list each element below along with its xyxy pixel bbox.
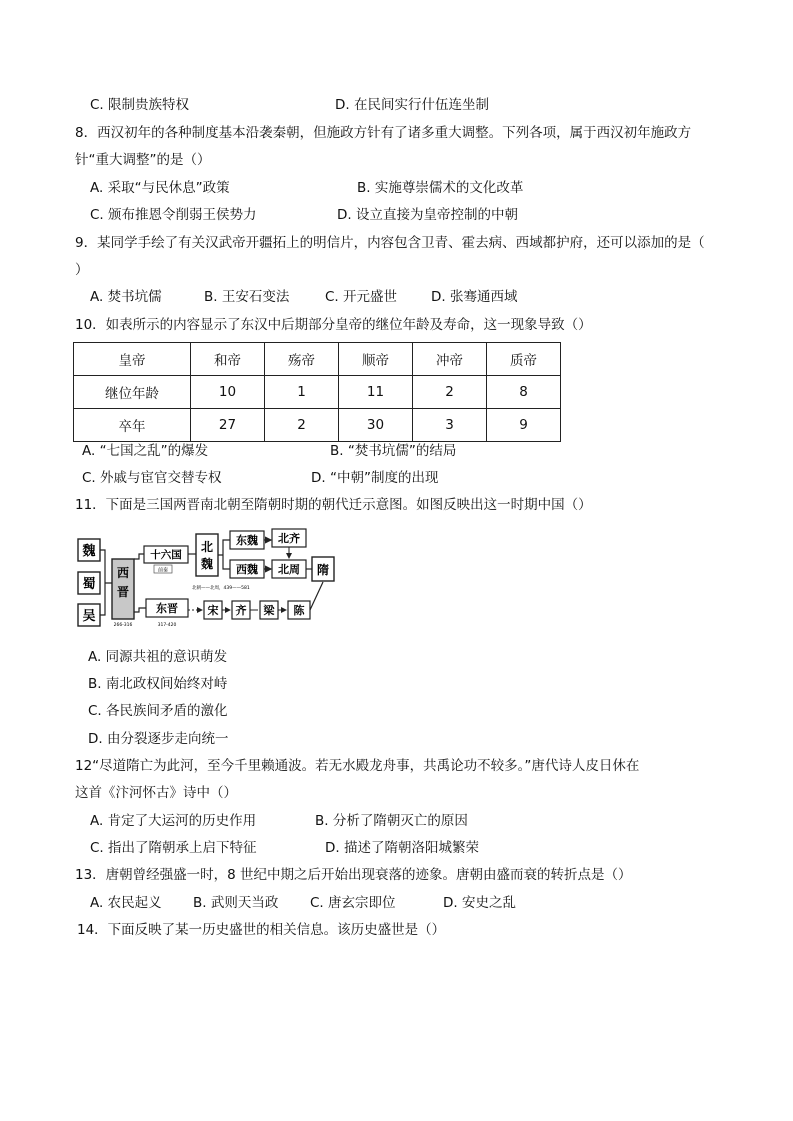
northern-wei-label-2: 魏: [200, 557, 214, 571]
q12-option-b: B. 分析了隋朝灭亡的原因: [315, 813, 468, 829]
q8-option-b: B. 实施尊崇儒术的文化改革: [357, 180, 524, 196]
q13-stem: 13．唐朝曾经强盛一时，8 世纪中期之后开始出现衰落的迹象。唐朝由盛而衰的转折点是（）: [75, 867, 632, 883]
western-jin-years: 266-316: [113, 623, 133, 628]
table-cell: 9: [487, 409, 561, 442]
q9-option-b: B. 王安石变法: [204, 289, 290, 305]
table-cell: 2: [413, 376, 487, 409]
q12-stem-line2: 这首《汴河怀古》诗中（）: [75, 785, 237, 801]
eastern-wei-label: 东魏: [236, 534, 258, 547]
table-cell: 顺帝: [339, 343, 413, 376]
table-cell: 和帝: [191, 343, 265, 376]
q10-stem: 10．如表所示的内容显示了东汉中后期部分皇帝的继位年龄及寿命，这一现象导致（）: [75, 317, 592, 333]
table-cell: 皇帝: [74, 343, 191, 376]
song-label: 宋: [207, 604, 219, 617]
q12-option-a: A. 肯定了大运河的历史作用: [90, 813, 257, 829]
northern-wei-label-1: 北: [200, 540, 214, 554]
table-cell: 27: [191, 409, 265, 442]
q8-stem-line1: 8．西汉初年的各种制度基本沿袭秦朝，但施政方针有了诸多重大调整。下列各项，属于西汉初年施政方: [75, 125, 692, 141]
sixteen-kingdoms-label: 十六国: [150, 549, 182, 561]
table-cell: 30: [339, 409, 413, 442]
q12-option-c: C. 指出了隋朝承上启下特征: [90, 840, 257, 856]
table-cell: 3: [413, 409, 487, 442]
three-kingdoms-bracket: [100, 550, 112, 615]
sui-label: 隋: [316, 563, 330, 577]
q11-option-c: C. 各民族间矛盾的激化: [88, 703, 228, 719]
q9-option-c: C. 开元盛世: [325, 289, 398, 305]
q7-option-c: C. 限制贵族特权: [90, 97, 190, 113]
q11-stem: 11．下面是三国两晋南北朝至隋朝时期的朝代迁示意图。如图反映出这一时期中国（）: [75, 497, 592, 513]
emperor-table: [73, 342, 561, 442]
q10-option-a: A. “七国之乱”的爆发: [82, 443, 209, 459]
q12-option-d: D. 描述了隋朝洛阳城繁荣: [325, 840, 479, 856]
shu-label: 蜀: [82, 577, 96, 592]
q11-option-a: A. 同源共祖的意识萌发: [88, 649, 228, 665]
table-cell: 冲帝: [413, 343, 487, 376]
northern-qi-label: 北齐: [278, 532, 300, 545]
q13-option-d: D. 安史之乱: [443, 895, 516, 911]
q13-option-a: A. 农民起义: [90, 895, 162, 911]
dynasty-diagram: [76, 526, 336, 630]
q8-option-c: C. 颁布推恩令削弱王侯势力: [90, 207, 257, 223]
table-cell: 1: [265, 376, 339, 409]
table-cell: 10: [191, 376, 265, 409]
q13-option-b: B. 武则天当政: [193, 895, 279, 911]
wei-label: 魏: [82, 544, 96, 559]
northern-wei-split: [218, 540, 230, 569]
q9-option-a: A. 焚书坑儒: [90, 289, 162, 305]
table-cell: 质帝: [487, 343, 561, 376]
table-cell: 殇帝: [265, 343, 339, 376]
western-jin-label-2: 晋: [116, 585, 130, 599]
table-row: [74, 376, 561, 409]
line-to-sixteen: [134, 554, 144, 559]
liang-label: 梁: [263, 604, 275, 617]
q12-stem-line1: 12“尽道隋亡为此河，至今千里赖通波。若无水殿龙舟事，共禹论功不较多。”唐代诗人皮日休在: [75, 758, 640, 774]
western-jin-label-1: 西: [116, 566, 130, 580]
line-chen-to-sui: [310, 582, 323, 610]
q8-stem-line2: 针“重大调整”的是（）: [75, 152, 211, 168]
q14-stem: 14．下面反映了某一历史盛世的相关信息。该历史盛世是（）: [77, 922, 446, 938]
table-row: [74, 409, 561, 442]
eastern-jin-years: 317-420: [157, 623, 177, 628]
table-cell: 卒年: [74, 409, 191, 442]
table-cell: 8: [487, 376, 561, 409]
former-qin-label: 前秦: [157, 567, 169, 574]
table-cell: 11: [339, 376, 413, 409]
q9-option-d: D. 张骞通西域: [431, 289, 518, 305]
q8-option-a: A. 采取“与民休息”政策: [90, 180, 230, 196]
q11-option-b: B. 南北政权间始终对峙: [88, 676, 228, 692]
line-to-eastern-jin: [134, 608, 146, 612]
q9-stem-line1: 9．某同学手绘了有关汉武帝开疆拓上的明信片，内容包含卫青、霍去病、西域都护府，还可以添加的是（: [75, 235, 705, 251]
q11-option-d: D. 由分裂逐步走向统一: [88, 731, 229, 747]
q10-option-c: C. 外戚与宦官交替专权: [82, 470, 222, 486]
q9-stem-line2: ）: [75, 262, 89, 278]
table-header-row: [74, 343, 561, 376]
q8-option-d: D. 设立直接为皇帝控制的中朝: [337, 207, 518, 223]
northern-zhou-label: 北周: [278, 563, 300, 576]
wu-label: 吴: [82, 609, 96, 624]
chen-label: 陈: [293, 604, 305, 617]
eastern-jin-label: 东晋: [156, 602, 178, 615]
table-cell: 2: [265, 409, 339, 442]
northern-dynasties-note: 北朝——北周，439——581: [192, 586, 250, 591]
western-wei-label: 西魏: [236, 563, 258, 576]
qi-label: 齐: [235, 604, 247, 617]
q13-option-c: C. 唐玄宗即位: [310, 895, 396, 911]
table-cell: 继位年龄: [74, 376, 191, 409]
q10-option-b: B. “焚书坑儒”的结局: [330, 443, 457, 459]
q10-option-d: D. “中朝”制度的出现: [311, 470, 439, 486]
q7-option-d: D. 在民间实行什伍连坐制: [335, 97, 489, 113]
